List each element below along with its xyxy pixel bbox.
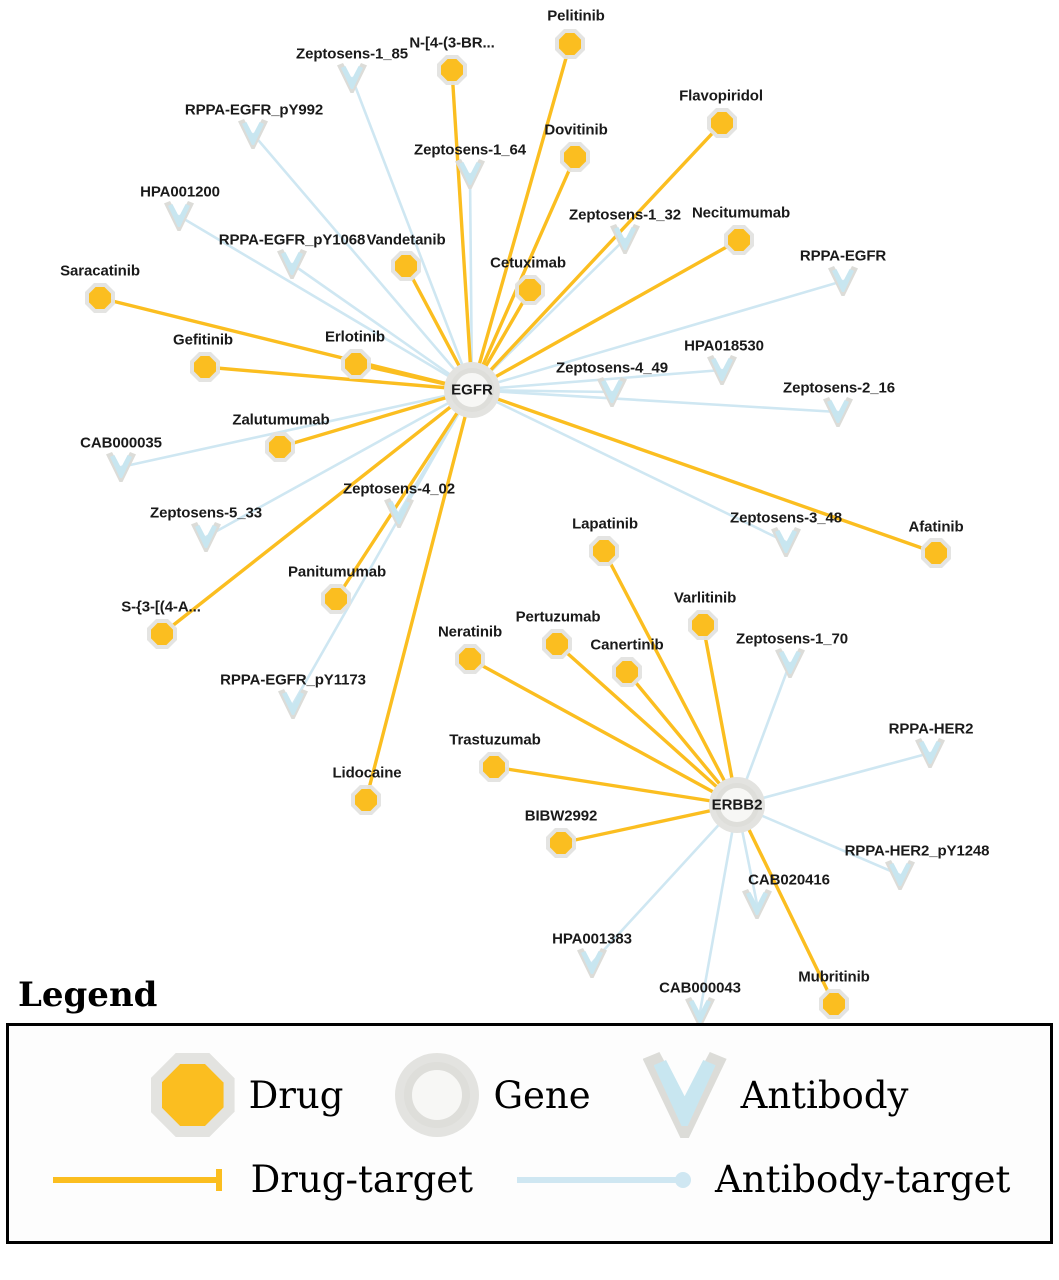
legend	[0, 975, 1059, 1244]
drug-octagon-icon	[151, 1053, 235, 1137]
antibody-node-label: HPA001383	[552, 930, 632, 948]
drug-node-label: Pelitinib	[547, 7, 605, 25]
antibody-node[interactable]	[775, 648, 805, 678]
antibody-node-label: Zeptosens-4_02	[343, 480, 455, 498]
drug-node-label: Flavopiridol	[679, 87, 763, 105]
drug-node[interactable]	[455, 644, 485, 674]
legend-item-gene	[369, 1053, 616, 1137]
antibody-node[interactable]	[337, 63, 367, 93]
antibody-node[interactable]	[742, 889, 772, 919]
legend-label-gene: Gene	[493, 1073, 591, 1117]
antibody-node-label: RPPA-HER2_pY1248	[844, 842, 990, 860]
drug-node-label: Neratinib	[437, 623, 503, 641]
drug-node-label: Afatinib	[908, 518, 964, 536]
antibody-node[interactable]	[707, 355, 737, 385]
legend-item-drug-target	[49, 1158, 473, 1201]
legend-label-antibody: Antibody	[740, 1073, 909, 1117]
gene-circle-icon	[395, 1053, 479, 1137]
edge	[472, 157, 575, 390]
drug-node-label: Panitumumab	[287, 563, 387, 581]
drug-node-label: Mubritinib	[798, 968, 870, 986]
drug-node-label: S-{3-[(4-A...	[121, 598, 201, 616]
antibody-node[interactable]	[823, 397, 853, 427]
antibody-node-label: Zeptosens-1_64	[414, 141, 526, 159]
drug-node-label: Varlitinib	[673, 589, 737, 607]
antibody-node-label: HPA018530	[684, 337, 764, 355]
legend-item-drug	[125, 1053, 370, 1137]
antibody-node[interactable]	[384, 498, 414, 528]
drug-node[interactable]	[555, 29, 585, 59]
drug-node[interactable]	[321, 584, 351, 614]
edge	[452, 70, 472, 390]
antibody-node-label: CAB000035	[80, 434, 162, 452]
legend-label-antibody-target: Antibody-target	[715, 1158, 1011, 1201]
drug-node[interactable]	[341, 349, 371, 379]
antibody-node-label: CAB000043	[659, 979, 741, 997]
drug-node-label: Gefitinib	[173, 331, 233, 349]
drug-node-label: Saracatinib	[60, 262, 140, 280]
antibody-node-label: Zeptosens-1_85	[296, 45, 408, 63]
antibody-node[interactable]	[915, 738, 945, 768]
drug-node[interactable]	[921, 538, 951, 568]
drug-node-label: Cetuximab	[490, 254, 566, 272]
drug-node[interactable]	[85, 283, 115, 313]
legend-edge-types	[9, 1138, 1050, 1201]
drug-node-label: Erlotinib	[325, 328, 385, 346]
antibody-node-label: RPPA-EGFR_pY1068	[218, 231, 366, 249]
antibody-node-label: Zeptosens-1_70	[736, 630, 848, 648]
drug-node[interactable]	[589, 536, 619, 566]
legend-label-drug-target: Drug-target	[250, 1158, 474, 1201]
drug-node-label: BIBW2992	[524, 807, 598, 825]
drug-node[interactable]	[546, 828, 576, 858]
legend-item-antibody	[617, 1052, 935, 1138]
legend-item-antibody-target	[513, 1158, 1010, 1201]
antibody-node-label: Zeptosens-3_48	[730, 509, 842, 527]
antibody-node[interactable]	[277, 249, 307, 279]
antibody-node[interactable]	[885, 860, 915, 890]
drug-node-label: Lidocaine	[332, 764, 402, 782]
edge	[472, 390, 936, 553]
legend-node-types	[9, 1026, 1050, 1138]
drug-node[interactable]	[515, 275, 545, 305]
gene-node-label: EGFR	[451, 381, 493, 399]
antibody-chevron-icon	[643, 1052, 727, 1138]
drug-node[interactable]	[265, 432, 295, 462]
antibody-node-label: RPPA-HER2	[888, 720, 974, 738]
drug-node-label: Trastuzumab	[449, 731, 541, 749]
drug-node[interactable]	[560, 142, 590, 172]
antibody-node[interactable]	[191, 522, 221, 552]
legend-box	[6, 1023, 1053, 1244]
antibody-node[interactable]	[828, 266, 858, 296]
legend-label-drug: Drug	[248, 1073, 344, 1117]
antibody-node[interactable]	[106, 452, 136, 482]
antibody-node[interactable]	[164, 201, 194, 231]
drug-node[interactable]	[351, 785, 381, 815]
drug-node-label: Canertinib	[590, 636, 664, 654]
drug-node[interactable]	[479, 752, 509, 782]
edge	[737, 753, 930, 805]
antibody-node[interactable]	[238, 119, 268, 149]
drug-node-label: Pertuzumab	[515, 608, 601, 626]
edge	[121, 390, 472, 467]
drug-node[interactable]	[612, 657, 642, 687]
antibody-node-label: Zeptosens-4_49	[556, 359, 668, 377]
antibody-node[interactable]	[597, 377, 627, 407]
antibody-target-edge-icon	[513, 1165, 703, 1195]
antibody-node[interactable]	[577, 948, 607, 978]
antibody-node-label: RPPA-EGFR_pY992	[184, 101, 324, 119]
drug-node[interactable]	[724, 225, 754, 255]
drug-node-label: Lapatinib	[572, 515, 638, 533]
drug-node-label: Vandetanib	[366, 231, 446, 249]
antibody-node-label: RPPA-EGFR_pY1173	[220, 671, 366, 689]
drug-node-label: Necitumumab	[691, 204, 791, 222]
antibody-node[interactable]	[610, 224, 640, 254]
drug-node[interactable]	[707, 108, 737, 138]
drug-target-edge-icon	[49, 1165, 239, 1195]
edge	[293, 390, 472, 704]
drug-node[interactable]	[147, 619, 177, 649]
legend-title: Legend	[18, 975, 158, 1015]
antibody-node-label: Zeptosens-1_32	[569, 206, 681, 224]
drug-node[interactable]	[391, 251, 421, 281]
antibody-node-label: RPPA-EGFR	[799, 247, 887, 265]
antibody-node[interactable]	[278, 689, 308, 719]
antibody-node[interactable]	[455, 159, 485, 189]
antibody-node-label: Zeptosens-2_16	[783, 379, 895, 397]
gene-node-egfr[interactable]	[444, 362, 500, 418]
drug-node-label: N-[4-(3-BR...	[409, 34, 495, 52]
drug-node-label: Dovitinib	[544, 121, 608, 139]
drug-node[interactable]	[688, 610, 718, 640]
drug-node[interactable]	[190, 352, 220, 382]
antibody-node-label: HPA001200	[140, 183, 220, 201]
antibody-node-label: Zeptosens-5_33	[150, 504, 262, 522]
gene-node-label: ERBB2	[711, 796, 763, 814]
antibody-node[interactable]	[771, 527, 801, 557]
drug-node[interactable]	[437, 55, 467, 85]
gene-node-erbb2[interactable]	[709, 777, 765, 833]
drug-node-label: Zalutumumab	[232, 411, 330, 429]
antibody-node-label: CAB020416	[748, 871, 830, 889]
drug-node[interactable]	[542, 629, 572, 659]
